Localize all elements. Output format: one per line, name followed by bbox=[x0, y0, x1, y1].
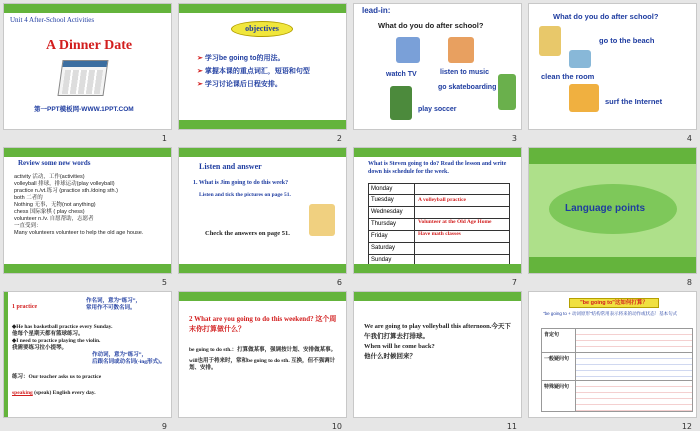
verb-usage: 作动词，意为“练习”， 后跟名词或动名词(-ing形式)。 bbox=[92, 352, 166, 365]
slide-11[interactable] bbox=[353, 291, 522, 418]
green-banner-bottom bbox=[179, 264, 346, 273]
slide-number: 5 bbox=[161, 278, 167, 287]
language-points-title: Language points bbox=[565, 203, 645, 214]
vocab-line: both 二者的 bbox=[14, 195, 43, 201]
slide-number: 4 bbox=[686, 134, 692, 143]
check-answers-text: Check the answers on page 51. bbox=[205, 230, 290, 237]
beach-image bbox=[539, 26, 561, 56]
slide-number: 7 bbox=[511, 278, 517, 287]
slide-thumbnail-11[interactable] bbox=[350, 288, 525, 431]
note-volleyball: A volleyball practice bbox=[418, 197, 466, 203]
exercise-text: 练习：Our teacher asks us to practice bbox=[12, 374, 102, 380]
vocab-line: volleyball 排球，排球运动(play volleyball) bbox=[14, 181, 115, 187]
vocab-line: Nothing 无事，无物(not anything) bbox=[14, 202, 96, 208]
schedule-row: Monday bbox=[368, 183, 510, 195]
objectives-badge bbox=[231, 21, 293, 37]
objective-item: ➢ 掌握本课的重点词汇，短语和句型 bbox=[197, 68, 310, 75]
schedule-row: Saturday bbox=[368, 243, 510, 255]
schedule-row: Sunday bbox=[368, 255, 510, 267]
green-banner bbox=[179, 148, 346, 157]
slide-thumbnail-10[interactable] bbox=[175, 288, 350, 431]
side-bar bbox=[4, 292, 8, 417]
slide-number: 9 bbox=[161, 422, 167, 431]
soccer-image bbox=[390, 86, 412, 120]
slide-3[interactable] bbox=[353, 3, 522, 130]
label-skateboarding: go skateboarding bbox=[438, 84, 497, 91]
grammar-subtitle: "be going to + 动词原形"结构常用表示将来的动作或状态！基本句式 bbox=[543, 311, 678, 316]
skateboarding-image bbox=[498, 74, 516, 110]
note-volunteer: Volunteer at the Old Age Home bbox=[418, 219, 492, 225]
listen-heading: Listen and answer bbox=[199, 162, 262, 171]
listen-music-image bbox=[448, 37, 474, 63]
grammar-table bbox=[541, 328, 693, 412]
lead-in-label: lead-in: bbox=[362, 6, 391, 15]
grammar-title: "be going to"这如何打算？ bbox=[569, 298, 659, 308]
schedule-row: Friday bbox=[368, 231, 510, 243]
question-text: What do you do after school? bbox=[378, 21, 484, 30]
schedule-table bbox=[368, 183, 510, 267]
slide-thumbnail-6[interactable] bbox=[175, 144, 350, 288]
slide-thumbnail-7[interactable] bbox=[350, 144, 525, 288]
slide-6[interactable] bbox=[178, 147, 347, 274]
vocab-line: Many volunteers volunteer to help the old age house. bbox=[14, 230, 144, 236]
slide-12[interactable] bbox=[528, 291, 697, 418]
vocab-line: activity 活动，工作(activities) bbox=[14, 174, 85, 180]
green-banner bbox=[4, 4, 171, 13]
example-sentences: ◆He has basketball practice every Sunday. 他每个星期天都有篮球练习。 ◆I need to practice playing the violin. 我需要练习拉小提琴。 bbox=[12, 324, 113, 351]
question-text: What do you do after school? bbox=[553, 12, 659, 21]
slide-7[interactable] bbox=[353, 147, 522, 274]
slide-10[interactable] bbox=[178, 291, 347, 418]
vocab-line: practice n./vt.练习 (practice sth./doing sth.) bbox=[14, 188, 118, 194]
slide-number: 8 bbox=[686, 278, 692, 287]
noun-usage: 作名词，意为“练习”， 常用作不可数名词。 bbox=[86, 298, 142, 311]
answer-blank: speaking bbox=[12, 390, 33, 396]
schedule-row: Thursday bbox=[368, 219, 510, 231]
green-banner bbox=[354, 292, 521, 301]
footer-text: 第一PPT模板网-WWW.1PPT.COM bbox=[34, 106, 134, 113]
objectives-list bbox=[197, 52, 310, 91]
slide-thumbnail-4[interactable] bbox=[525, 0, 700, 144]
green-banner-bottom bbox=[179, 120, 346, 129]
slide-thumbnail-3[interactable] bbox=[350, 0, 525, 144]
vocabulary-list bbox=[14, 174, 168, 237]
slide-thumbnail-1[interactable] bbox=[0, 0, 175, 144]
computer-image bbox=[569, 84, 599, 112]
question-2: Listen and tick the pictures on page 51. bbox=[199, 192, 291, 198]
slide-number: 6 bbox=[336, 278, 342, 287]
label-internet: surf the Internet bbox=[605, 97, 663, 106]
label-beach: go to the beach bbox=[599, 36, 655, 45]
green-banner bbox=[179, 4, 346, 13]
label-watch-tv: watch TV bbox=[386, 71, 417, 78]
calendar-icon bbox=[57, 60, 108, 96]
clean-room-image bbox=[569, 50, 591, 68]
children-image bbox=[309, 204, 335, 236]
slide-1[interactable] bbox=[3, 3, 172, 130]
slide-2[interactable] bbox=[178, 3, 347, 130]
vocab-line: 一直受到： bbox=[14, 223, 42, 229]
review-heading: Review some new words bbox=[18, 159, 91, 167]
grammar-row: 特殊疑问句 bbox=[542, 381, 692, 411]
green-banner bbox=[4, 148, 171, 157]
grammar-row: 一般疑问句 bbox=[542, 353, 692, 381]
vocab-line: volunteer n./v. 自愿帮助，志愿者 bbox=[14, 216, 94, 222]
grammar-row: 肯定句 bbox=[542, 329, 692, 353]
slide-number: 11 bbox=[506, 422, 517, 431]
schedule-row: Wednesday bbox=[368, 207, 510, 219]
explanation-text: be going to do sth.：打算做某事，强调按计划、安排做某事。 will也用于将来时，常和be going to do sth. 互换，但不强调计划、安排。 bbox=[189, 347, 337, 371]
green-banner-bottom bbox=[529, 257, 696, 273]
vocab-line: chess 国际象棋 ( play chess) bbox=[14, 209, 85, 215]
objectives-heading: objectives bbox=[245, 24, 279, 33]
question-heading: 2 What are you going to do this weekend? 这个周末你打算做什么？ bbox=[189, 315, 337, 333]
slide-9[interactable] bbox=[3, 291, 172, 418]
sentence-text: We are going to play volleyball this afternoon.今天下午我们打算去打排球。 When will he come back? 他什么时候回来？ bbox=[364, 323, 511, 360]
slide-thumbnail-5[interactable] bbox=[0, 144, 175, 288]
label-listen-music: listen to music bbox=[440, 69, 490, 76]
slide-8[interactable] bbox=[528, 147, 697, 274]
point-label: 1 practice bbox=[12, 304, 38, 310]
green-banner bbox=[354, 148, 521, 157]
slide-number: 2 bbox=[336, 134, 342, 143]
green-banner bbox=[529, 148, 696, 164]
slide-thumbnail-12[interactable] bbox=[525, 288, 700, 431]
green-banner-bottom bbox=[4, 264, 171, 273]
slide-4[interactable] bbox=[528, 3, 697, 130]
exercise-answer-line: speaking (speak) English every day. bbox=[12, 390, 96, 396]
schedule-row: Tuesday bbox=[368, 195, 510, 207]
note-math: Have math classes bbox=[418, 231, 461, 237]
slide-title: A Dinner Date bbox=[46, 38, 133, 53]
slide-number: 1 bbox=[161, 134, 167, 143]
slide-thumbnail-2[interactable] bbox=[175, 0, 350, 144]
label-soccer: play soccer bbox=[418, 106, 457, 113]
objective-item: ➢ 学习be going to的用法。 bbox=[197, 55, 285, 62]
objective-item: ➢ 学习讨论课后日程安排。 bbox=[197, 81, 282, 88]
unit-title: Unit 4 After-School Activities bbox=[10, 16, 95, 24]
question-text: What is Steven going to do? Read the lesson and write down his schedule for the week. bbox=[368, 161, 507, 175]
slide-5[interactable] bbox=[3, 147, 172, 274]
watch-tv-image bbox=[396, 37, 420, 63]
slide-number: 12 bbox=[681, 422, 692, 431]
green-banner bbox=[179, 292, 346, 301]
slide-number: 10 bbox=[331, 422, 342, 431]
question-1: 1. What is Jim going to do this week? bbox=[193, 180, 289, 186]
slide-thumbnail-8[interactable] bbox=[525, 144, 700, 288]
green-banner-bottom bbox=[354, 264, 521, 273]
slide-number: 3 bbox=[511, 134, 517, 143]
label-clean-room: clean the room bbox=[541, 72, 595, 81]
slide-thumbnail-9[interactable] bbox=[0, 288, 175, 431]
